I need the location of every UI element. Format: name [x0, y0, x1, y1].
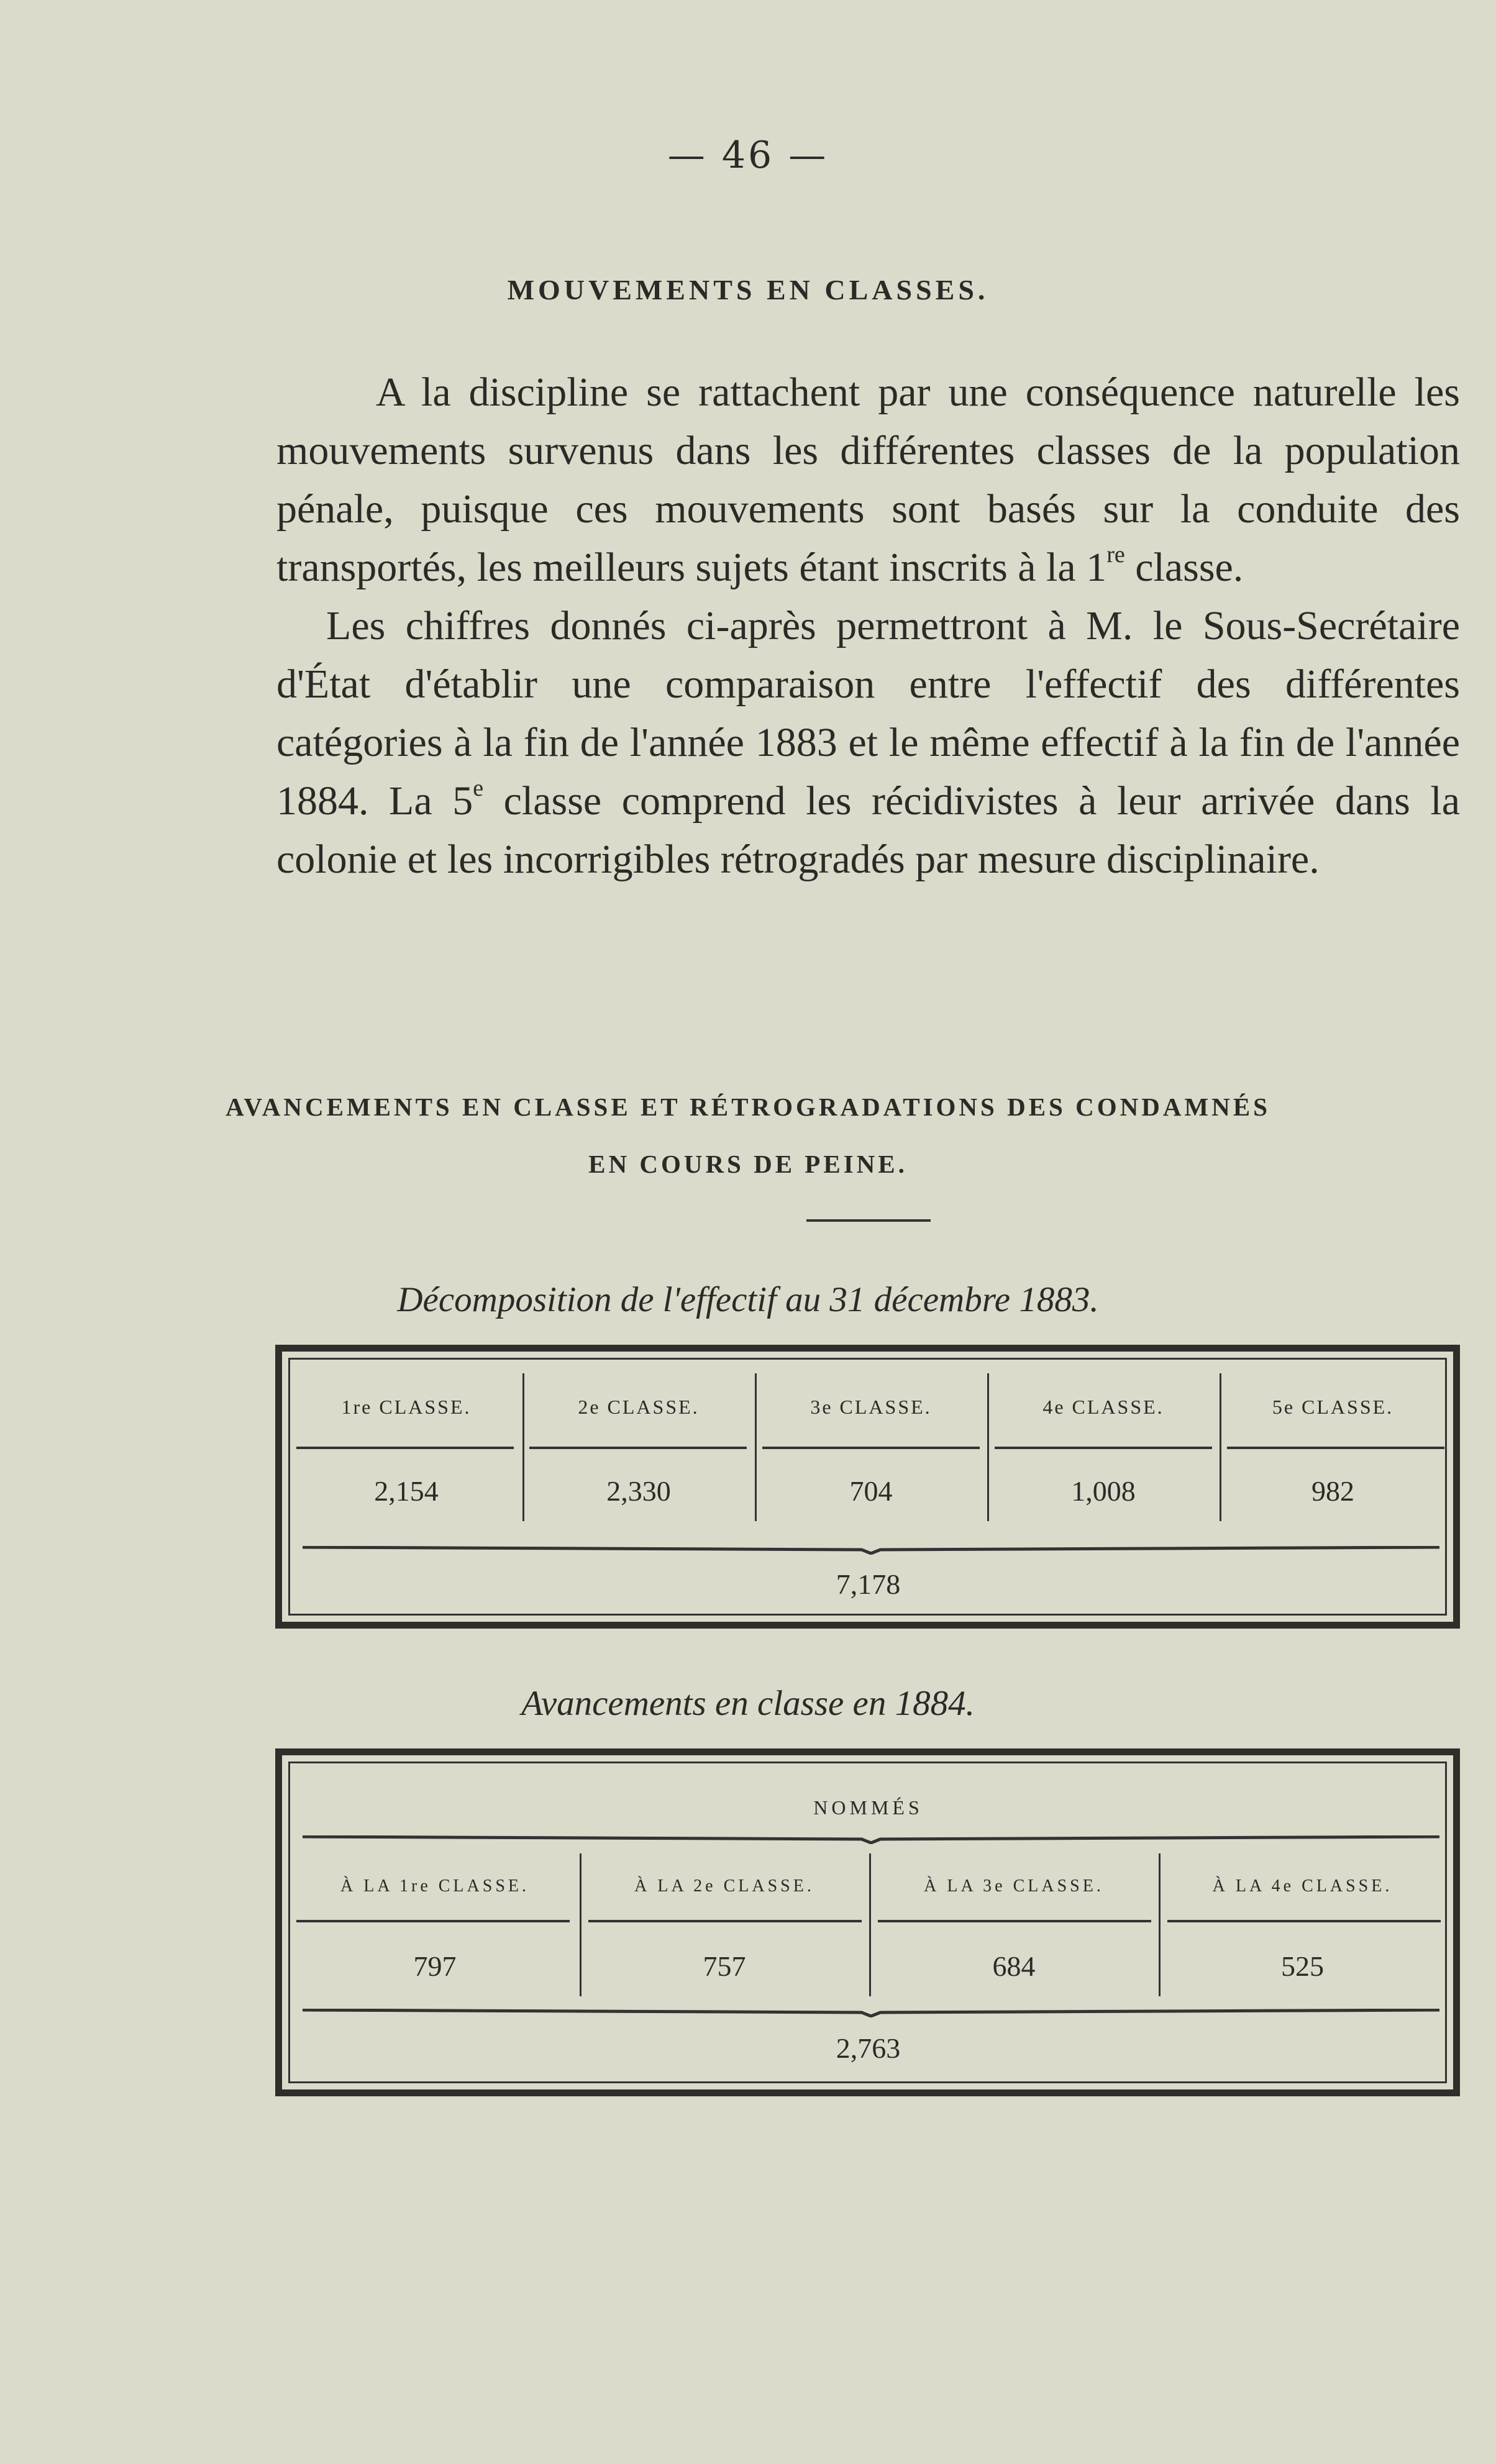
table1-value-5: 982 — [1311, 1475, 1354, 1507]
table2-caption: Avancements en classe en 1884. — [521, 1684, 975, 1723]
table1-total: 7,178 — [836, 1568, 901, 1600]
paragraph-1: A la discipline se rattachent par une conséquence naturelle les mouvements survenus dans les différentes classes de la population pénale, puisque ces mouvements sont basés sur la conduite des transportés, les meilleurs sujets étant inscrits à la 1re classe. — [276, 370, 1460, 590]
table2-header-brace — [303, 1835, 1439, 1842]
table1 — [275, 1345, 1460, 1629]
table2-total: 2,763 — [836, 2032, 901, 2064]
subheading-line-2: EN COURS DE PEINE. — [588, 1150, 908, 1178]
table1-header-1: 1re CLASSE. — [341, 1396, 472, 1418]
divider — [806, 1219, 931, 1222]
table1-rule-3 — [762, 1447, 980, 1449]
section-title: MOUVEMENTS EN CLASSES. — [507, 274, 989, 306]
table2-sum-brace — [303, 2009, 1439, 2015]
table2 — [275, 1748, 1460, 2096]
table1-inner-border — [288, 1358, 1447, 1616]
table1-sum-brace — [303, 1546, 1439, 1552]
table1-header-4: 4e CLASSE. — [1042, 1396, 1164, 1418]
table1-rule-4 — [995, 1447, 1212, 1449]
body-text — [276, 363, 1460, 889]
table2-header-3: À LA 3e CLASSE. — [924, 1876, 1104, 1896]
table1-value-4: 1,008 — [1071, 1475, 1136, 1507]
table2-header-2: À LA 2e CLASSE. — [634, 1876, 814, 1896]
table2-header-1: À LA 1re CLASSE. — [340, 1876, 529, 1896]
page-number: — 46 — — [667, 134, 829, 177]
table2-header-4: À LA 4e CLASSE. — [1212, 1876, 1393, 1896]
table1-value-3: 704 — [849, 1475, 893, 1507]
table1-rule-5 — [1227, 1447, 1444, 1449]
table2-value-2: 757 — [703, 1950, 746, 1982]
table2-rule-1 — [296, 1920, 570, 1922]
table1-rule-2 — [529, 1447, 747, 1449]
table1-value-2: 2,330 — [606, 1475, 671, 1507]
table1-rule-1 — [296, 1447, 514, 1449]
table1-header-5: 5e CLASSE. — [1272, 1396, 1394, 1418]
paragraph-2: Les chiffres donnés ci-après permettront à M. le Sous-Secrétaire d'État d'établir une comparaison entre l'effectif des différentes catégories à la fin de l'année 1883 et le même effectif à la fin de l'année 1884. La 5e classe comprend les récidivistes à leur arrivée dans la colonie et les incorrigibles rétrogradés par mesure disciplinaire. — [276, 603, 1461, 882]
table2-value-1: 797 — [413, 1950, 457, 1982]
table2-rule-2 — [588, 1920, 862, 1922]
table1-value-1: 2,154 — [374, 1475, 439, 1507]
table2-rule-4 — [1167, 1920, 1441, 1922]
table1-header-3: 3e CLASSE. — [810, 1396, 932, 1418]
table2-value-4: 525 — [1281, 1950, 1324, 1982]
subheading-line-1: AVANCEMENTS EN CLASSE ET RÉTROGRADATIONS DES CONDAMNÉS — [226, 1093, 1270, 1121]
table1-header-2: 2e CLASSE. — [578, 1396, 700, 1418]
table2-value-3: 684 — [992, 1950, 1036, 1982]
table2-group-header: NOMMÉS — [813, 1796, 923, 1819]
table2-inner-border — [288, 1762, 1447, 2083]
table2-rule-3 — [878, 1920, 1151, 1922]
table1-caption: Décomposition de l'effectif au 31 décembre 1883. — [397, 1280, 1099, 1319]
